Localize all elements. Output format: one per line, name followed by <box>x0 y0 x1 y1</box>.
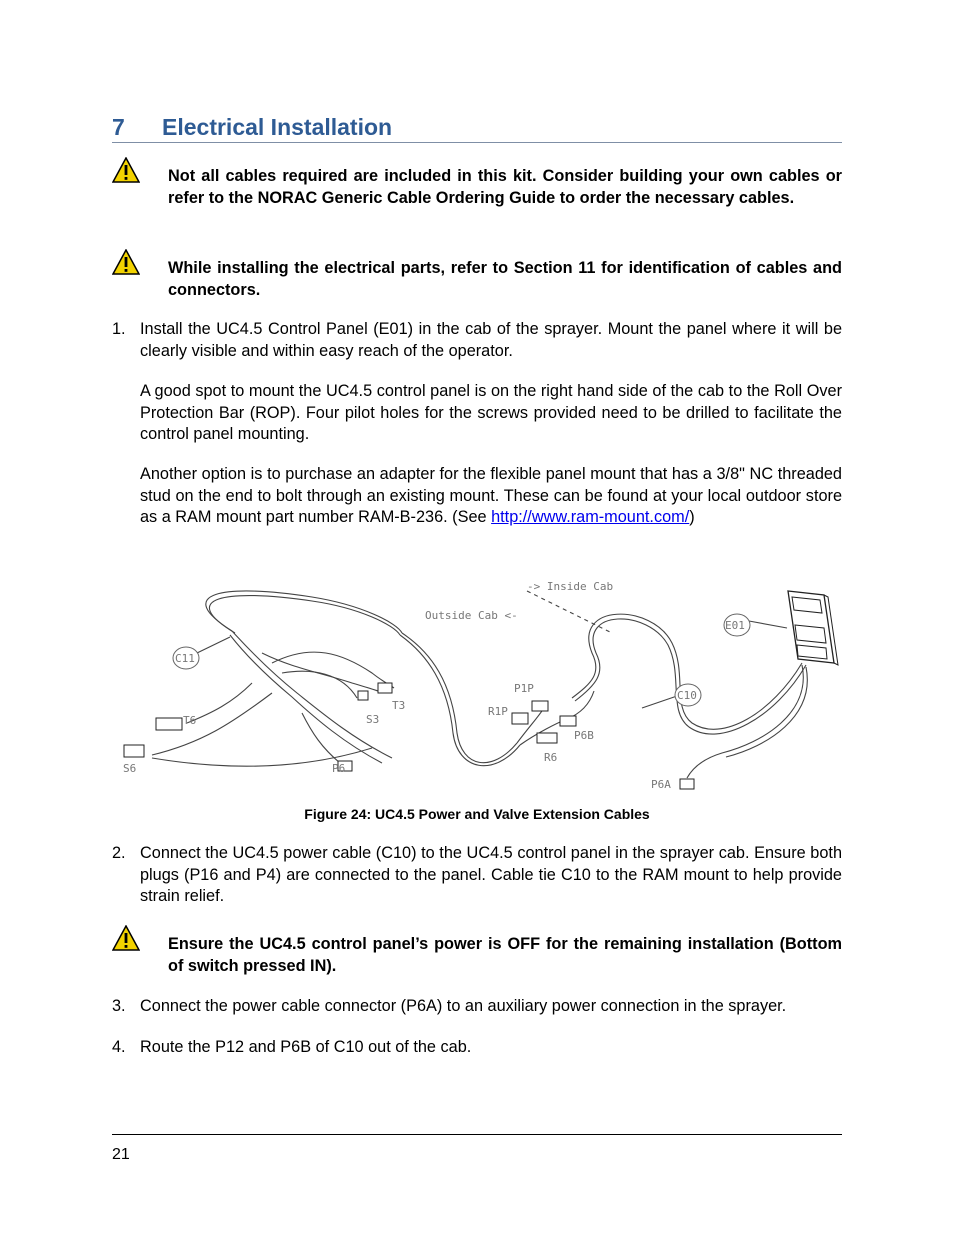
ram-mount-link[interactable]: http://www.ram-mount.com/ <box>491 508 690 527</box>
warning-icon <box>112 249 140 275</box>
label-c11: C11 <box>175 652 195 665</box>
cable-c10 <box>572 614 802 729</box>
label-r6: R6 <box>544 751 558 764</box>
step-number: 4. <box>112 1038 126 1056</box>
step-number: 2. <box>112 844 126 862</box>
control-panel-e01 <box>788 591 838 665</box>
warning-text: Ensure the UC4.5 control panel’s power is OFF for the remaining installation (Bottom of switch pressed IN). <box>168 935 842 975</box>
figure-caption: Figure 24: UC4.5 Power and Valve Extension Cables <box>304 806 650 822</box>
label-r1p: R1P <box>488 705 508 718</box>
label-inside-cab: -> Inside Cab <box>527 580 614 593</box>
section-heading <box>112 112 842 143</box>
paragraph-text: Another option is to purchase an adapter for the flexible panel mount that has a 3/8" NC threaded stud on the end to bolt through an existing mount. These can be found at your local outdoor store as a RAM mount part number RAM-B-236. (See <box>140 465 842 527</box>
connector-t6 <box>156 718 182 730</box>
label-p6: P6 <box>332 762 346 775</box>
connector-s3 <box>358 691 368 700</box>
step-text: Connect the UC4.5 power cable (C10) to the UC4.5 control panel in the sprayer cab. Ensure both plugs (P16 and P4) are connected to the panel. Cable tie C10 to the RAM mount to help provide strain relief. <box>140 844 842 906</box>
step-text: Connect the power cable connector (P6A) to an auxiliary power connection in the sprayer. <box>140 997 787 1015</box>
warning-icon <box>112 925 140 951</box>
step-text: Route the P12 and P6B of C10 out of the cab. <box>140 1038 472 1056</box>
warning-icon <box>112 157 140 183</box>
step-text: A good spot to mount the UC4.5 control panel is on the right hand side of the cab to the Roll Over Protection Bar (ROP). Four pilot holes for the screws provided need to be drilled to facilitate the control panel mounting. <box>140 382 842 444</box>
footer-divider <box>112 1134 842 1135</box>
label-t3: T3 <box>392 699 406 712</box>
label-p6a: P6A <box>651 778 671 791</box>
connector-r6 <box>537 733 557 743</box>
warning-text: While installing the electrical parts, refer to Section 11 for identification of cables and connectors. <box>168 259 842 299</box>
connector-s6 <box>124 745 144 757</box>
label-s3: S3 <box>366 713 380 726</box>
step-number: 3. <box>112 997 126 1015</box>
section-title: Electrical Installation <box>162 114 393 140</box>
warning-text: Not all cables required are included in this kit. Consider building your own cables or refer to the NORAC Generic Cable Ordering Guide to order the necessary cables. <box>168 167 842 207</box>
connector-p6b <box>560 716 576 726</box>
label-p6b: P6B <box>574 729 594 742</box>
label-c10: C10 <box>677 689 697 702</box>
cable-diagram <box>112 573 842 798</box>
label-p1p: P1P <box>514 682 534 695</box>
page-number: 21 <box>112 1146 130 1163</box>
connector-r1p <box>512 713 528 724</box>
step-number: 1. <box>112 320 126 338</box>
connector-t3 <box>378 683 392 693</box>
connector-p1p <box>532 701 548 711</box>
step-text: Install the UC4.5 Control Panel (E01) in the cab of the sprayer. Mount the panel where it will be clearly visible and within easy reach of the operator. <box>140 320 842 360</box>
section-number: 7 <box>112 114 125 140</box>
cable-c11 <box>206 591 402 633</box>
connector-p6a <box>680 779 694 789</box>
step-text <box>140 464 842 529</box>
label-s6: S6 <box>123 762 137 775</box>
label-outside-cab: Outside Cab <- <box>425 609 518 622</box>
label-e01: E01 <box>725 619 745 632</box>
paragraph-text: ) <box>689 508 695 527</box>
label-t6: T6 <box>183 714 197 727</box>
